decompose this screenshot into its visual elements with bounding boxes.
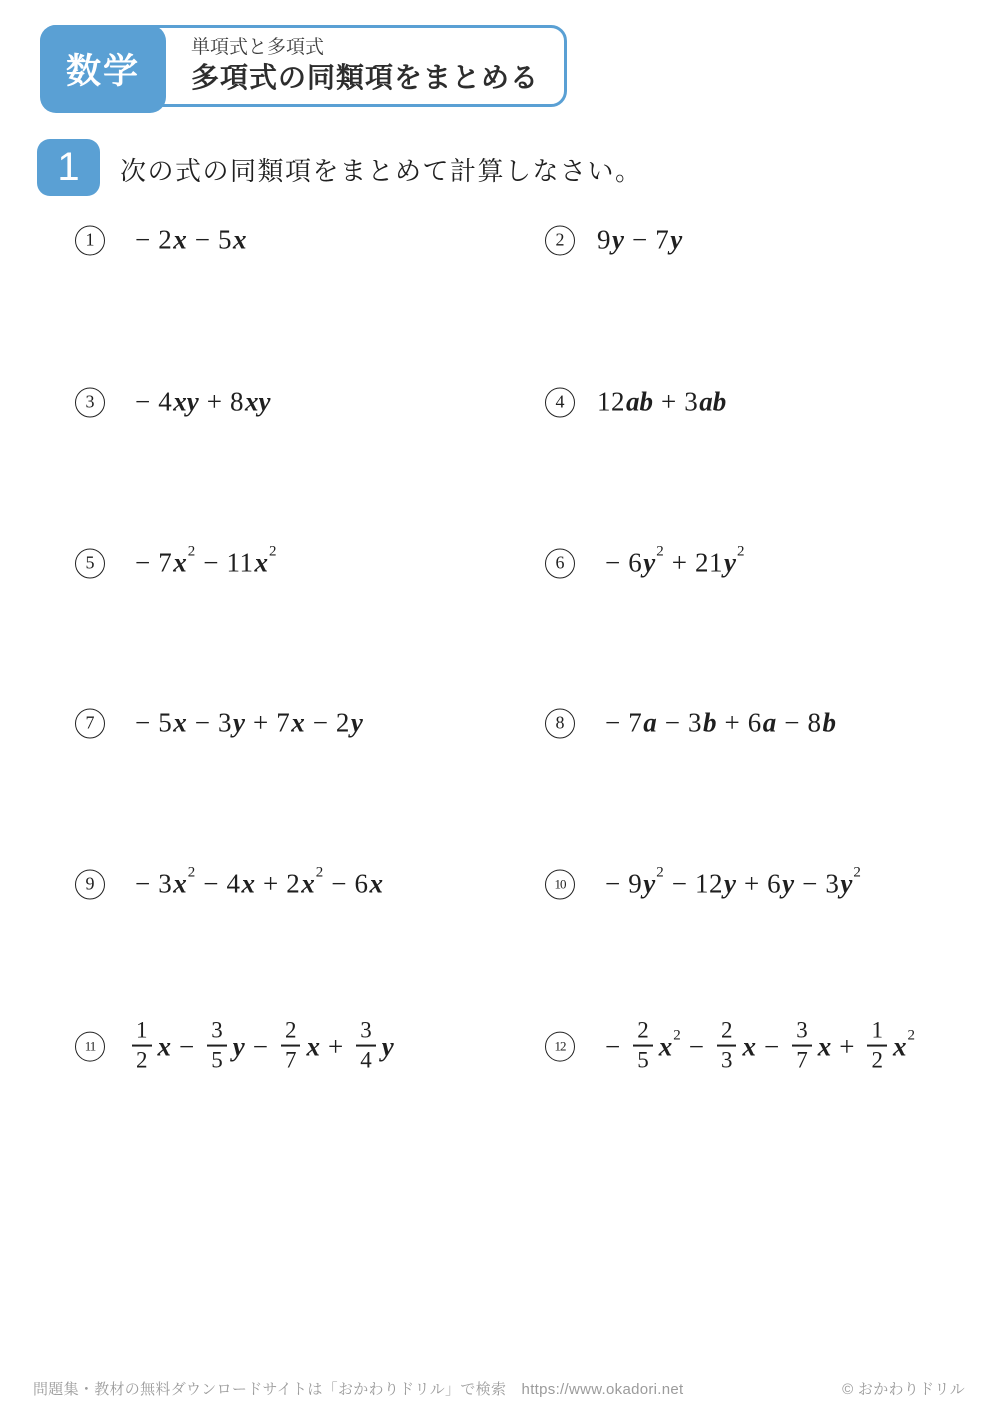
math-operator: + — [252, 707, 269, 738]
fraction-denominator: 7 — [281, 1045, 301, 1075]
math-operator: − — [605, 1031, 621, 1062]
math-variable: y — [723, 547, 736, 578]
math-operator: − — [605, 868, 621, 899]
section-number: 1 — [57, 145, 80, 189]
math-variable: y — [643, 547, 656, 578]
math-fraction — [867, 1017, 887, 1076]
math-coefficient: 21 — [694, 547, 723, 578]
math-coefficient: 7 — [655, 224, 670, 255]
math-coefficient: 8 — [807, 707, 822, 738]
problem-number: 2 — [545, 225, 575, 255]
math-operator: − — [802, 868, 818, 899]
math-fraction — [633, 1017, 653, 1076]
math-coefficient: 2 — [286, 868, 301, 899]
problem-expression — [127, 387, 270, 418]
math-operator: − — [135, 868, 151, 899]
problem-expression — [597, 225, 682, 256]
header-titles — [191, 37, 539, 94]
fraction-denominator: 5 — [633, 1045, 653, 1075]
math-exponent: 2 — [187, 543, 196, 560]
math-coefficient: 6 — [628, 547, 643, 578]
math-operator: − — [135, 707, 151, 738]
worksheet-title: 多項式の同類項をまとめる — [191, 62, 540, 94]
problem-expression — [127, 864, 383, 900]
math-operator: − — [194, 224, 210, 255]
math-operator: + — [327, 1031, 344, 1062]
math-operator: − — [252, 1031, 268, 1062]
section-instruction: 次の式の同類項をまとめて計算しなさい。 — [120, 157, 643, 186]
math-operator: − — [135, 547, 151, 578]
fraction-numerator: 1 — [136, 1017, 148, 1043]
math-variable: x — [173, 547, 187, 578]
problem-item — [75, 543, 277, 579]
math-coefficient: 7 — [276, 707, 291, 738]
math-fraction — [132, 1017, 152, 1076]
math-variable: x — [173, 868, 187, 899]
subject-badge — [40, 25, 166, 113]
math-exponent: 2 — [736, 543, 745, 560]
math-coefficient: 6 — [354, 868, 369, 899]
math-exponent: 2 — [656, 864, 664, 881]
footer-site-info: 問題集・教材の無料ダウンロードサイトは「おかわりドリル」で検索 https://www.okadori.net — [33, 1381, 684, 1398]
problem-number: 6 — [545, 548, 575, 578]
math-coefficient: 12 — [597, 386, 625, 417]
math-coefficient: 5 — [217, 224, 232, 255]
math-exponent: 2 — [268, 543, 277, 560]
problem-number: 10 — [545, 869, 575, 899]
math-variable: y — [643, 868, 656, 899]
footer-copyright: © おかわりドリル — [842, 1381, 965, 1398]
math-operator: − — [194, 707, 210, 738]
math-coefficient: 3 — [687, 707, 702, 738]
fraction-denominator: 7 — [792, 1045, 812, 1075]
problem-number: 8 — [545, 708, 575, 738]
fraction-numerator: 2 — [637, 1017, 649, 1043]
math-variable: y — [670, 224, 683, 255]
math-exponent: 2 — [187, 864, 196, 881]
math-operator: − — [312, 707, 328, 738]
math-operator: − — [605, 707, 621, 738]
math-operator: − — [135, 224, 151, 255]
math-operator: + — [661, 386, 677, 417]
fraction-numerator: 3 — [360, 1017, 372, 1043]
math-operator: + — [839, 1031, 855, 1062]
problem-item — [545, 864, 861, 900]
problem-expression — [597, 543, 745, 579]
math-coefficient: 9 — [597, 224, 611, 255]
problem-expression — [127, 708, 363, 739]
math-operator: − — [763, 1031, 780, 1062]
problem-expression — [597, 864, 861, 900]
problem-item — [75, 225, 246, 256]
math-operator: − — [688, 1031, 704, 1062]
math-operator: − — [203, 868, 219, 899]
problem-item — [545, 543, 745, 579]
worksheet-subtitle: 単項式と多項式 — [191, 37, 325, 59]
math-fraction — [792, 1017, 812, 1076]
problem-number: 4 — [545, 387, 575, 417]
math-fraction — [356, 1017, 376, 1076]
problem-item — [545, 387, 726, 418]
math-variable: a — [643, 707, 657, 738]
problem-item — [75, 864, 383, 900]
math-variable: x — [658, 1031, 673, 1062]
subject-label: 数学 — [65, 52, 140, 91]
math-operator: − — [135, 386, 151, 417]
problem-item — [545, 225, 682, 256]
fraction-numerator: 3 — [796, 1017, 808, 1043]
math-coefficient: 11 — [226, 547, 254, 578]
problem-expression — [597, 1018, 915, 1077]
math-operator: + — [743, 868, 760, 899]
math-variable: y — [381, 1031, 394, 1062]
math-variable: ab — [699, 386, 727, 417]
math-operator: + — [724, 707, 740, 738]
math-coefficient: 3 — [684, 386, 699, 417]
fraction-numerator: 2 — [720, 1017, 733, 1043]
math-operator: − — [664, 707, 680, 738]
problem-number: 12 — [545, 1032, 575, 1062]
math-exponent: 2 — [315, 864, 324, 881]
fraction-numerator: 2 — [284, 1017, 297, 1043]
math-operator: − — [605, 547, 621, 578]
problem-number: 5 — [75, 548, 105, 578]
math-coefficient: 2 — [158, 224, 173, 255]
math-coefficient: 3 — [825, 868, 840, 899]
problem-item — [545, 1018, 915, 1077]
fraction-numerator: 1 — [871, 1017, 883, 1043]
math-operator: + — [262, 868, 279, 899]
math-operator: − — [784, 707, 800, 738]
fraction-denominator: 2 — [132, 1045, 152, 1075]
math-coefficient: 6 — [747, 707, 762, 738]
math-variable: y — [723, 868, 736, 899]
math-variable: x — [369, 868, 383, 899]
math-coefficient: 9 — [628, 868, 643, 899]
math-variable: y — [840, 868, 853, 899]
math-coefficient: 3 — [158, 868, 173, 899]
math-variable: x — [817, 1031, 832, 1062]
fraction-denominator: 5 — [207, 1045, 227, 1075]
problem-number: 1 — [75, 225, 105, 255]
math-variable: x — [173, 707, 187, 738]
section-number-badge — [37, 139, 100, 196]
math-variable: xy — [173, 386, 199, 417]
math-coefficient: 4 — [158, 386, 173, 417]
math-fraction — [207, 1017, 227, 1076]
problem-item — [75, 708, 363, 739]
fraction-denominator: 2 — [867, 1045, 887, 1075]
math-variable: y — [232, 707, 245, 738]
math-coefficient: 6 — [767, 868, 782, 899]
math-exponent: 2 — [656, 543, 664, 560]
math-variable: x — [173, 224, 187, 255]
problem-item — [75, 387, 270, 418]
fraction-denominator: 3 — [717, 1045, 737, 1075]
math-variable: y — [782, 868, 795, 899]
worksheet-header — [40, 25, 567, 107]
math-fraction — [281, 1017, 301, 1076]
math-variable: ab — [626, 386, 653, 417]
math-variable: y — [232, 1031, 245, 1062]
problem-expression — [127, 225, 246, 256]
fraction-denominator: 4 — [356, 1045, 376, 1075]
problem-number: 3 — [75, 387, 105, 417]
math-coefficient: 5 — [158, 707, 173, 738]
math-variable: x — [742, 1031, 756, 1062]
math-coefficient: 2 — [335, 707, 350, 738]
math-variable: x — [254, 547, 268, 578]
math-variable: x — [301, 868, 315, 899]
math-operator: − — [203, 547, 219, 578]
problem-item — [75, 1018, 394, 1077]
math-coefficient: 8 — [229, 386, 244, 417]
problem-expression — [597, 387, 726, 418]
fraction-numerator: 3 — [211, 1017, 223, 1043]
math-variable: y — [612, 224, 624, 255]
problem-item — [545, 708, 836, 739]
problem-number: 7 — [75, 708, 105, 738]
problem-number: 9 — [75, 869, 105, 899]
problem-expression — [127, 1018, 394, 1077]
math-variable: x — [241, 868, 255, 899]
math-exponent: 2 — [673, 1027, 681, 1044]
math-variable: xy — [244, 386, 271, 417]
problem-expression — [597, 708, 836, 739]
math-coefficient: 12 — [694, 868, 723, 899]
math-coefficient: 4 — [226, 868, 241, 899]
math-variable: x — [157, 1031, 171, 1062]
math-fraction — [717, 1017, 737, 1076]
math-operator: − — [331, 868, 347, 899]
math-variable: a — [762, 707, 777, 738]
math-coefficient: 7 — [158, 547, 173, 578]
math-exponent: 2 — [853, 864, 861, 881]
math-operator: + — [671, 547, 687, 578]
problem-number: 11 — [75, 1032, 105, 1062]
math-variable: b — [822, 707, 836, 738]
math-coefficient: 3 — [217, 707, 232, 738]
math-coefficient: 7 — [628, 707, 643, 738]
math-variable: y — [350, 707, 363, 738]
math-variable: b — [702, 707, 717, 738]
math-variable: x — [892, 1031, 907, 1062]
problem-expression — [127, 543, 277, 579]
math-exponent: 2 — [907, 1027, 915, 1044]
math-operator: − — [671, 868, 687, 899]
math-operator: − — [631, 224, 648, 255]
math-operator: − — [179, 1031, 195, 1062]
math-variable: x — [291, 707, 305, 738]
math-operator: + — [206, 386, 222, 417]
math-variable: x — [306, 1031, 320, 1062]
math-variable: x — [232, 224, 247, 255]
page-footer — [33, 1378, 965, 1399]
